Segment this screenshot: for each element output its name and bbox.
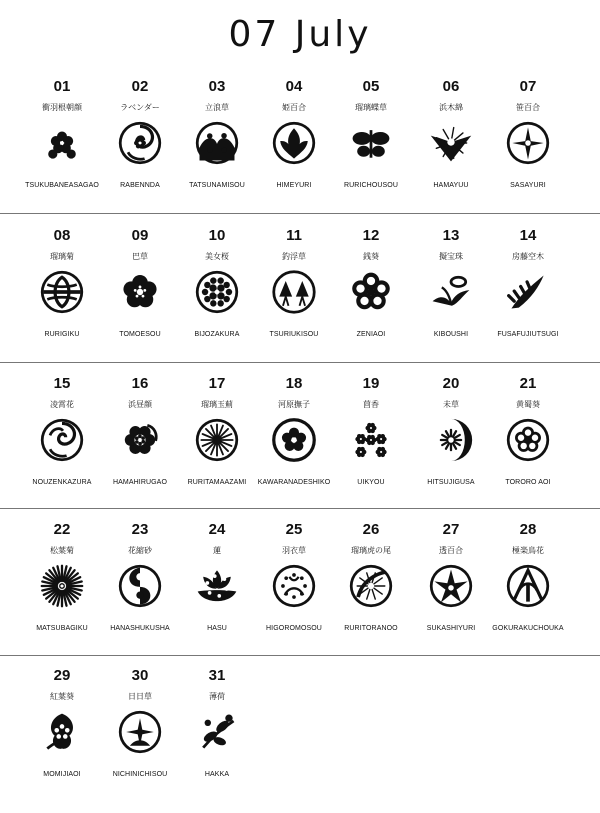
wave-crest-icon xyxy=(194,120,240,166)
flower-name-romaji: BIJOZAKURA xyxy=(194,331,240,338)
verbena-crest-icon xyxy=(194,269,240,315)
flower-name-japanese: 銭葵 xyxy=(363,252,379,261)
day-number: 04 xyxy=(285,78,303,95)
flower-name-romaji: RURICHOUSOU xyxy=(344,182,398,189)
butterfly-crest-icon xyxy=(348,120,394,166)
day-number: 30 xyxy=(131,667,149,684)
day-number: 07 xyxy=(519,78,537,95)
flower-name-japanese: 瑠璃玉薊 xyxy=(201,400,233,409)
flower-name-japanese: 羽衣草 xyxy=(282,546,306,555)
flower-name-romaji: HANASHUKUSHA xyxy=(110,625,170,632)
open-lily-crest-icon xyxy=(428,563,474,609)
day-cell xyxy=(97,521,183,667)
day-cell xyxy=(485,227,571,373)
day-number: 08 xyxy=(53,227,71,244)
yarrow-crest-icon xyxy=(271,563,317,609)
flower-name-japanese: 衝羽根朝顔 xyxy=(42,103,82,112)
day-number: 22 xyxy=(53,521,71,538)
flower-name-romaji: NICHINICHISOU xyxy=(112,771,168,778)
flower-name-romaji: UIKYOU xyxy=(357,479,385,486)
day-cell xyxy=(97,227,183,373)
day-cell xyxy=(328,78,414,224)
mallow-crest-icon xyxy=(348,269,394,315)
day-number: 17 xyxy=(208,375,226,392)
flower-name-japanese: 未草 xyxy=(443,400,459,409)
hosta-crest-icon xyxy=(428,269,474,315)
day-cell xyxy=(174,227,260,373)
flower-name-romaji: RABENNDA xyxy=(120,182,160,189)
flower-name-japanese: 立浪草 xyxy=(205,103,229,112)
day-cell xyxy=(251,227,337,373)
flower-name-romaji: KIBOUSHI xyxy=(433,331,469,338)
flower-name-japanese: 姫百合 xyxy=(282,103,306,112)
day-cell xyxy=(251,521,337,667)
day-cell xyxy=(485,375,571,521)
flower-name-japanese: 蓮 xyxy=(213,546,221,555)
flower-name-romaji: HITSUJIGUSA xyxy=(427,479,475,486)
flower-name-japanese: 浜木綿 xyxy=(439,103,463,112)
day-number: 27 xyxy=(442,521,460,538)
day-cell xyxy=(408,375,494,521)
flower-name-romaji: TATSUNAMISOU xyxy=(189,182,245,189)
flower-name-japanese: 日日草 xyxy=(128,692,152,701)
flower-name-japanese: 浜昼顔 xyxy=(128,400,152,409)
flower-name-romaji: TORORO AOI xyxy=(505,479,551,486)
fuchsia-crest-icon xyxy=(271,269,317,315)
day-cell xyxy=(19,375,105,521)
lily-crest-icon xyxy=(271,120,317,166)
mint-crest-icon xyxy=(194,709,240,755)
day-number: 28 xyxy=(519,521,537,538)
flower-name-japanese: ラベンダー xyxy=(120,103,160,112)
flower-name-japanese: 透百合 xyxy=(439,546,463,555)
trumpet-vine-crest-icon xyxy=(39,417,85,463)
flower-name-romaji: HAMAYUU xyxy=(433,182,469,189)
day-number: 29 xyxy=(53,667,71,684)
day-cell xyxy=(174,375,260,521)
day-cell xyxy=(19,227,105,373)
day-cell xyxy=(485,521,571,667)
flower-name-romaji: GOKURAKUCHOUKA xyxy=(492,625,564,632)
flower-name-japanese: 巴草 xyxy=(132,252,148,261)
day-number: 14 xyxy=(519,227,537,244)
flower-name-japanese: 擬宝珠 xyxy=(439,252,463,261)
speedwell-crest-icon xyxy=(348,563,394,609)
day-number: 26 xyxy=(362,521,380,538)
day-number: 13 xyxy=(442,227,460,244)
day-number: 12 xyxy=(362,227,380,244)
globe-thistle-crest-icon xyxy=(194,417,240,463)
chrysanthemum-crest-icon xyxy=(39,269,85,315)
hibiscus-crest-icon xyxy=(505,417,551,463)
flower-name-romaji: FUSAFUJIUTSUGI xyxy=(497,331,559,338)
flower-name-romaji: ZENIAOI xyxy=(356,331,386,338)
water-lily-crest-icon xyxy=(428,417,474,463)
flower-name-romaji: HIGOROMOSOU xyxy=(266,625,322,632)
day-number: 09 xyxy=(131,227,149,244)
day-number: 06 xyxy=(442,78,460,95)
flower-name-japanese: 笹百合 xyxy=(516,103,540,112)
flower-name-romaji: SASAYURI xyxy=(510,182,546,189)
flower-name-japanese: 瑠璃菊 xyxy=(50,252,74,261)
flower-name-romaji: SUKASHIYURI xyxy=(426,625,476,632)
day-cell xyxy=(251,375,337,521)
day-cell xyxy=(174,78,260,224)
flower-name-japanese: 松葉菊 xyxy=(50,546,74,555)
fennel-crest-icon xyxy=(348,417,394,463)
flower-name-japanese: 房藤空木 xyxy=(512,252,544,261)
day-number: 16 xyxy=(131,375,149,392)
day-cell xyxy=(97,78,183,224)
day-number: 23 xyxy=(131,521,149,538)
flower-name-romaji: KAWARANADESHIKO xyxy=(257,479,331,486)
day-cell xyxy=(408,227,494,373)
day-number: 24 xyxy=(208,521,226,538)
day-cell xyxy=(328,227,414,373)
flower-name-romaji: RURIGIKU xyxy=(44,331,80,338)
day-number: 05 xyxy=(362,78,380,95)
day-cell xyxy=(328,521,414,667)
day-number: 20 xyxy=(442,375,460,392)
flower-name-romaji: RURITORANOO xyxy=(344,625,398,632)
flower-name-japanese: 釣浮草 xyxy=(282,252,306,261)
lily-ring-crest-icon xyxy=(505,120,551,166)
flower-name-romaji: HASU xyxy=(207,625,227,632)
flower-name-romaji: TSUKUBANEASAGAO xyxy=(25,182,99,189)
day-cell xyxy=(19,521,105,667)
page-title: 07 July xyxy=(228,14,372,55)
flower-name-japanese: 花縮砂 xyxy=(128,546,152,555)
day-number: 11 xyxy=(286,227,302,244)
day-number: 10 xyxy=(208,227,226,244)
lotus-crest-icon xyxy=(194,563,240,609)
day-number: 31 xyxy=(208,667,226,684)
day-cell xyxy=(328,375,414,521)
day-cell xyxy=(485,78,571,224)
day-cell xyxy=(408,521,494,667)
ice-plant-crest-icon xyxy=(39,563,85,609)
day-cell xyxy=(174,667,260,813)
flower-name-romaji: MATSUBAGIKU xyxy=(36,625,88,632)
day-number: 25 xyxy=(285,521,303,538)
flower-name-japanese: 紅葉葵 xyxy=(50,692,74,701)
flower-name-japanese: 黄蜀葵 xyxy=(516,400,540,409)
flower-name-japanese: 河原撫子 xyxy=(278,400,310,409)
flower-name-japanese: 瑠璃虎の尾 xyxy=(351,546,391,555)
flower-name-japanese: 極楽鳥花 xyxy=(512,546,544,555)
flower-name-romaji: HAKKA xyxy=(204,771,230,778)
bird-of-paradise-crest-icon xyxy=(505,563,551,609)
flower-name-japanese: 薄荷 xyxy=(209,692,225,701)
spider-lily-crest-icon xyxy=(428,120,474,166)
day-number: 15 xyxy=(53,375,71,392)
day-cell xyxy=(97,667,183,813)
beach-morning-glory-crest-icon xyxy=(117,417,163,463)
buddleja-crest-icon xyxy=(505,269,551,315)
pink-crest-icon xyxy=(271,417,317,463)
flower-name-romaji: HAMAHIRUGAO xyxy=(113,479,167,486)
flower-name-japanese: 美女桜 xyxy=(205,252,229,261)
day-cell xyxy=(19,667,105,813)
flower-name-romaji: RURITAMAAZAMI xyxy=(187,479,247,486)
day-cell xyxy=(408,78,494,224)
flower-name-romaji: HIMEYURI xyxy=(276,182,312,189)
flower-name-japanese: 瑠璃蝶草 xyxy=(355,103,387,112)
day-cell xyxy=(174,521,260,667)
day-cell xyxy=(251,78,337,224)
scarlet-hibiscus-crest-icon xyxy=(39,709,85,755)
day-number: 01 xyxy=(53,78,71,95)
ginger-lily-crest-icon xyxy=(117,563,163,609)
day-number: 19 xyxy=(362,375,380,392)
day-cell xyxy=(97,375,183,521)
day-number: 21 xyxy=(519,375,537,392)
day-number: 18 xyxy=(285,375,303,392)
flower-name-japanese: 茴香 xyxy=(363,400,379,409)
day-cell xyxy=(19,78,105,224)
day-number: 03 xyxy=(208,78,226,95)
day-number: 02 xyxy=(131,78,149,95)
flower-name-japanese: 凌霄花 xyxy=(50,400,74,409)
flower-name-romaji: MOMIJIAOI xyxy=(43,771,81,778)
tomoe-flower-crest-icon xyxy=(117,269,163,315)
flower-crest-icon xyxy=(39,120,85,166)
periwinkle-crest-icon xyxy=(117,709,163,755)
flower-name-romaji: NOUZENKAZURA xyxy=(32,479,92,486)
flower-name-romaji: TSURIUKISOU xyxy=(269,331,319,338)
lavender-crest-icon xyxy=(117,120,163,166)
flower-name-romaji: TOMOESOU xyxy=(119,331,161,338)
